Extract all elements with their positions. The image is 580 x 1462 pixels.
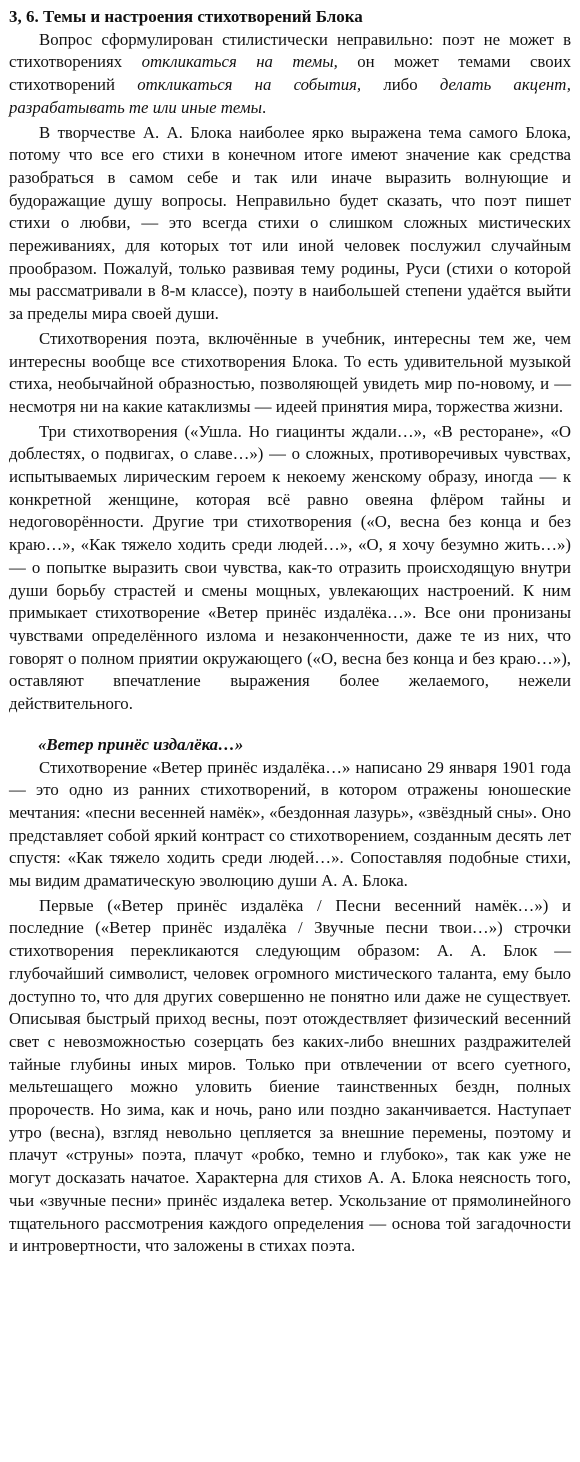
paragraph-text: либо [361,75,440,95]
paragraph-poem-analysis: Первые («Ветер принёс издалёка / Песни весенний намёк…») и последние («Ветер принёс издалёка / Звучные песни твои…») строчки стихотворения перекликаются следующим образом: А. А. Блок — глубочайший символист, человек огромного мистического таланта, ему было доступно то, что для других совершенно не понятно или даже не существует. Описывая быстрый приход весны, поэт отождествляет физический весенний свет с невозможностью созерцать без каких-либо внешних раздражителей тайные глубины иных миров. Только при отвлечении от всего суетного, мельтешащего можно уловить биение таинственных бездн, полных пророчеств. Но зима, как и ночь, рано или поздно заканчивается. Наступает утро (весна), взгляд невольно цепляется за внешние перемены, поэтому и плачут «струны» поэта, плачут «робко, темно и глубоко», так как уже не могут досказать начатое. Характерна для стихов А. А. Блока неясность того, чьи «звучные песни» принёс издалека ветер. Ускользание от прямолинейного тщательного рассмотрения каждого определения — основа той загадочности и интровертности, что заложены в стихах поэта. [9,895,571,1256]
paragraph-theme-of-self: В творчестве А. А. Блока наиболее ярко выражена тема самого Блока, потому что все его стихи в конечном итоге имеют значение как средства разобраться в самом себе и так или иначе выразить волнующие и будоражащие душу вопросы. Неправильно будет сказать, что поэт пишет стихи о любви, — это всегда стихи о слишком сложных мистических переживаниях, для которых тот или иной человек послужил случайным прообразом. Пожалуй, только развивая тему родины, Руси (стихи о которой мы рассматривали в 8-м классе), поэту в наибольшей степени удаётся выйти за пределы мира своей души. [9,122,571,324]
poem-heading: «Ветер принёс издалёка…» [38,734,244,754]
paragraph-textbook-poems: Стихотворения поэта, включённые в учебник, интересны тем же, чем интересны вообще все стихотворения Блока. То есть удивительной музыкой стиха, необычайной образностью, позволяющей увидеть мир по-новому, и — несмотря ни на какие катаклизмы — идеей принятия мира, торжества жизни. [9,328,571,416]
paragraph-poem-date: Стихотворение «Ветер принёс издалёка…» написано 29 января 1901 года — это одно из ранних стихотворений, в котором отражены юношеские мечтания: «песни весенней намёк», «бездонная лазурь», «звёздный сны». Оно представляет собой яркий контраст со стихотворением, созданным десять лет спустя: «Как тяжело ходить среди людей…». Сопоставляя подобные стихи, мы видим драматическую эволюцию души А. А. Блока. [9,757,571,891]
paragraph-text: Вопрос сформулирован стилистически неправильно: поэт не может в стихотворениях [9,29,571,72]
section-heading: 3, 6. Темы и настроения стихотворений Блока [9,7,363,26]
paragraph-three-poems: Три стихотворения («Ушла. Но гиацинты ждали…», «В ресторане», «О доблестях, о подвигах, о славе…») — о сложных, противоречивых чувствах, испытываемых лирическим героем к некоему женскому образу, иногда — к конкретной женщине, которая всё равно овеяна флёром тайны и недоговорённости. Другие три стихотворения («О, весна без конца и без краю…», «Как тяжело ходить среди людей…», «О, я хочу безумно жить…») — о попытке выразить свои чувства, как-то отразить происходящую внутри души борьбу страстей и смены мощных, увлекающих настроений. К ним примыкает стихотворение «Ветер принёс издалёка…». Все они пронизаны чувствами определённого излома и незаконченности, даже те из них, что говорят о полном приятии окружающего («О, весна без конца и без краю…»), оставляют впечатление выражения более желаемого, нежели действительного. [9,421,571,714]
emphasis-text: делать акцент, разрабатывать те или иные темы [9,75,571,117]
emphasis-text: откликаться на темы, [141,52,338,72]
paragraph-intro [9,29,571,120]
emphasis-text: откликаться на события, [137,75,362,95]
paragraph-text: . [261,97,267,117]
paragraph-text: он может темами своих стихотворений [9,52,571,95]
